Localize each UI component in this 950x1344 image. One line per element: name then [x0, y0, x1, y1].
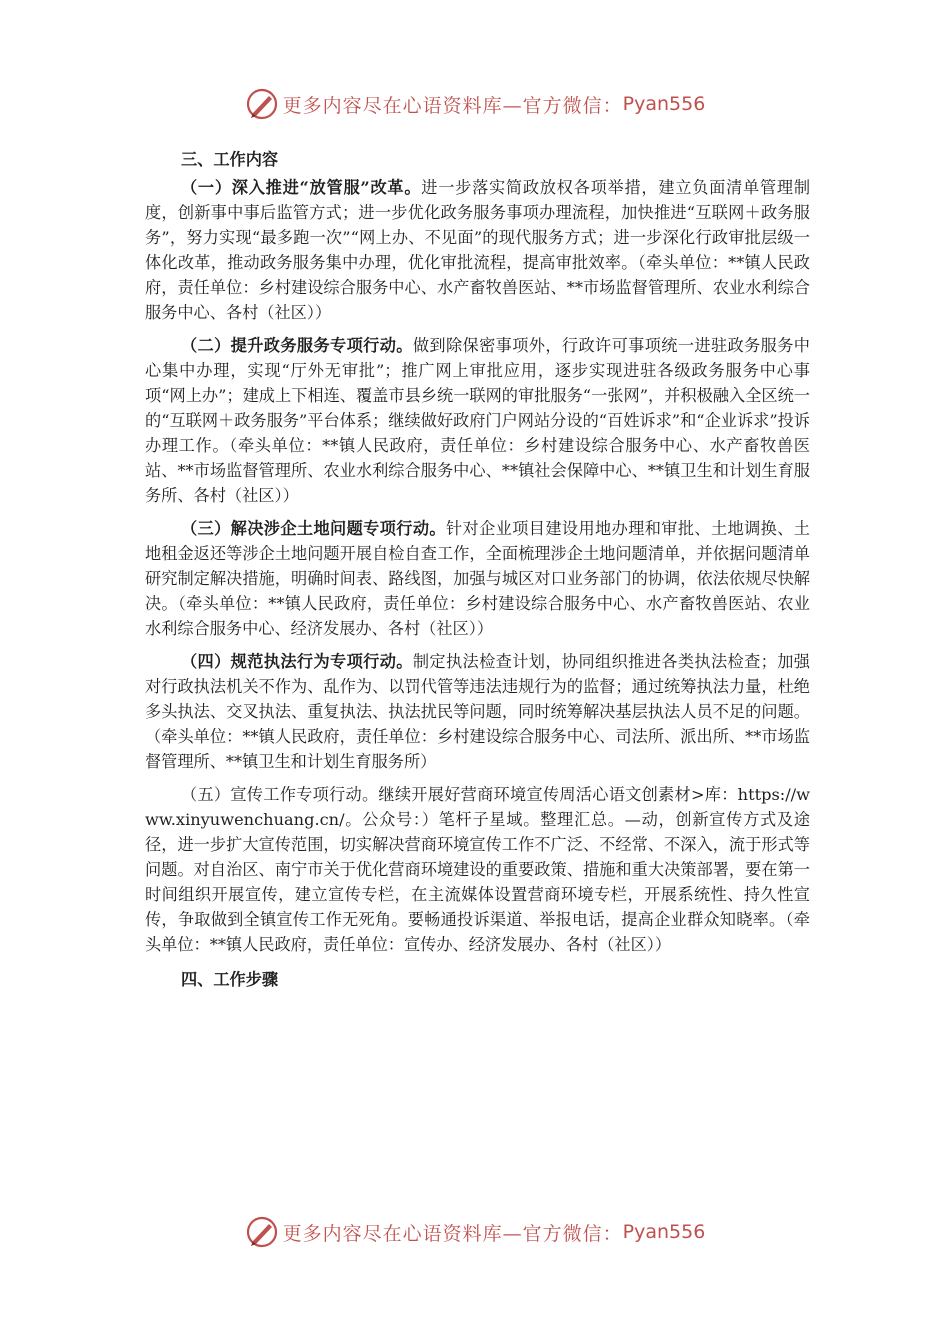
item-5 [145, 782, 810, 957]
section-3-heading: 三、工作内容 [181, 150, 279, 169]
header-banner [0, 84, 950, 124]
pen-logo-icon [245, 1215, 279, 1249]
item-4-body: 制定执法检查计划，协同组织推进各类执法检查；加强对行政执法机关不作为、乱作为、以罚代管等违法违规行为的监督；通过统筹执法力量，杜绝多头执法、交叉执法、重复执法、执法扰民等问题，同时统筹解决基层执法人员不足的问题。（牵头单位：**镇人民政府，责任单位：乡村建设综合服务中心、司法所、派出所、**市场监督管理所、**镇卫生和计划生育服务所） [145, 652, 810, 771]
item-2-body: 做到除保密事项外，行政许可事项统一进驻政务服务中心集中办理，实现“厅外无审批”；推广网上审批应用，逐步实现进驻各级政务服务中心事项“网上办”；建成上下相连、覆盖市县乡统一联网的审批服务“一张网”，并积极融入全区统一的“互联网＋政务服务”平台体系；继续做好政府门户网站分设的“百姓诉求”和“企业诉求”投诉办理工作。（牵头单位：**镇人民政府，责任单位：乡村建设综合服务中心、水产畜牧兽医站、**市场监督管理所、农业水利综合服务中心、**镇社会保障中心、**镇卫生和计划生育服务所、各村（社区）） [145, 336, 810, 505]
document-body [145, 140, 810, 995]
item-3-title: （三）解决涉企土地问题专项行动。 [181, 519, 446, 538]
item-2-title: （二）提升政务服务专项行动。 [181, 336, 413, 355]
banner-text: 更多内容尽在心语资料库—官方微信： [282, 1222, 623, 1245]
banner-wechat-id: Pyan556 [622, 1221, 706, 1243]
section-4-heading: 四、工作步骤 [181, 970, 279, 989]
item-4 [145, 649, 810, 774]
item-1-title: （一）深入推进“放管服”改革。 [181, 178, 422, 197]
footer-banner [0, 1212, 950, 1252]
item-3-body: 针对企业项目建设用地办理和审批、土地调换、土地租金返还等涉企土地问题开展自检自查工作，全面梳理涉企土地问题清单，并依据问题清单研究制定解决措施，明确时间表、路线图，加强与城区对口业务部门的协调，依法依规尽快解决。（牵头单位：**镇人民政府，责任单位：乡村建设综合服务中心、水产畜牧兽医站、农业水利综合服务中心、经济发展办、各村（社区）） [145, 519, 810, 638]
item-1-body: 进一步落实简政放权各项举措，建立负面清单管理制度，创新事中事后监管方式；进一步优化政务服务事项办理流程，加快推进“互联网＋政务服务”，努力实现“最多跑一次”“网上办、不见面”的现代服务方式；进一步深化行政审批层级一体化改革，推动政务服务集中办理，优化审批流程，提高审批效率。（牵头单位：**镇人民政府，责任单位：乡村建设综合服务中心、水产畜牧兽医站、**市场监督管理所、农业水利综合服务中心、各村（社区）） [145, 178, 811, 322]
item-3 [145, 516, 810, 641]
banner-text: 更多内容尽在心语资料库—官方微信： [282, 94, 623, 117]
item-2 [145, 333, 810, 508]
pen-logo-icon [245, 87, 279, 121]
item-1 [145, 175, 810, 325]
item-5-body: （五）宣传工作专项行动。继续开展好营商环境宣传周活心语文创素材>库：https://www.xinyuwenchuang.cn/。公众号：）笔杆子星域。整理汇总。—动，创新宣传方式及途径，进一步扩大宣传范围，切实解决营商环境宣传工作不广泛、不经常、不深入，流于形式等问题。对自治区、南宁市关于优化营商环境建设的重要政策、措施和重大决策部署，要在第一时间组织开展宣传，建立宣传专栏，在主流媒体设置营商环境专栏，开展系统性、持久性宣传，争取做到全镇宣传工作无死角。要畅通投诉渠道、举报电话，提高企业群众知晓率。（牵头单位：**镇人民政府，责任单位：宣传办、经济发展办、各村（社区）） [145, 785, 810, 954]
item-4-title: （四）规范执法行为专项行动。 [181, 652, 413, 671]
banner-wechat-id: Pyan556 [622, 93, 706, 115]
